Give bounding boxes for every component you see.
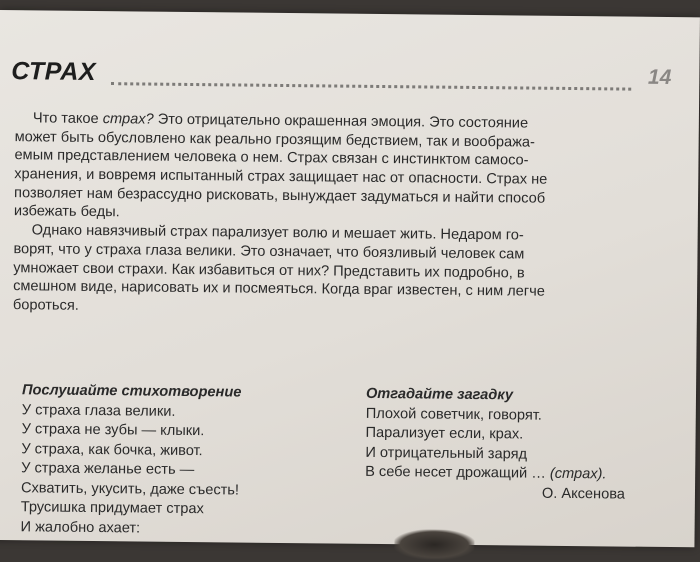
paragraph1-line: хранения, и вовремя испытанный страх защищает нас от опасности. Страх не [14,166,548,188]
riddle-author: О. Аксенова [541,485,626,503]
paragraph1-line: позволяет нам безрассудно рисковать, вынуждает задуматься и найти способ [14,184,546,207]
poem-line: У страха желанье есть — [21,460,195,479]
emphasis: страх? [102,111,154,128]
poem-line: Трусишка придумает страх [20,499,204,518]
poem-column [20,381,322,540]
riddle-heading: Отгадайте загадку [365,385,514,404]
paragraph1-line: избежать беды. [13,203,120,221]
page-number: 14 [647,65,672,90]
riddle-column [365,385,666,505]
paragraph2-line: Однако навязчивый страх парализует волю и мешает жить. Недаром го- [31,222,524,244]
poem-line: У страха, как бочка, живот. [21,440,203,459]
paragraph2-line: бороться. [12,297,79,314]
poem-line: У страха глаза велики. [21,401,176,420]
poem-heading: Послушайте стихотворение [21,382,242,401]
main-text [13,109,675,321]
riddle-line [365,463,665,486]
dotted-leader [111,82,631,90]
riddle-answer: (страх). [549,465,607,483]
riddle-line: Плохой советчик, говорят. [365,405,542,424]
text-run: Это отрицательно окрашенная эмоция. Это состояние [153,111,529,132]
paragraph1-line: емым представлением человека о нем. Страх связан с инстинктом самосо- [14,147,529,169]
poem-line: Схватить, укусить, даже съесть! [20,479,240,499]
paragraph2-line: ворят, что у страха глаза велики. Это означает, что боязливый человек сам [13,240,525,263]
section-header [11,57,671,100]
illustration-fragment [394,529,474,560]
riddle-line: И отрицательный заряд [365,444,528,463]
text-run: Что такое [32,110,103,128]
paragraph2-line: смешном виде, нарисовать их и посмеяться. Когда враг известен, с ним легче [13,278,545,300]
poem-line: У страха не зубы — клыки. [21,421,205,440]
riddle-line: Парализует если, крах. [365,424,524,443]
section-title: СТРАХ [11,57,97,87]
paragraph2-line: умножает свои страхи. Как избавиться от них? Представить их подробно, в [13,259,525,282]
paragraph1-line: может быть обусловлено как реально грозящим бедствием, так и вообража- [14,128,535,151]
poem-line: И жалобно ахает: [20,518,141,536]
book-page [0,10,700,547]
riddle-last-line: В себе несет дрожащий … [365,463,546,482]
